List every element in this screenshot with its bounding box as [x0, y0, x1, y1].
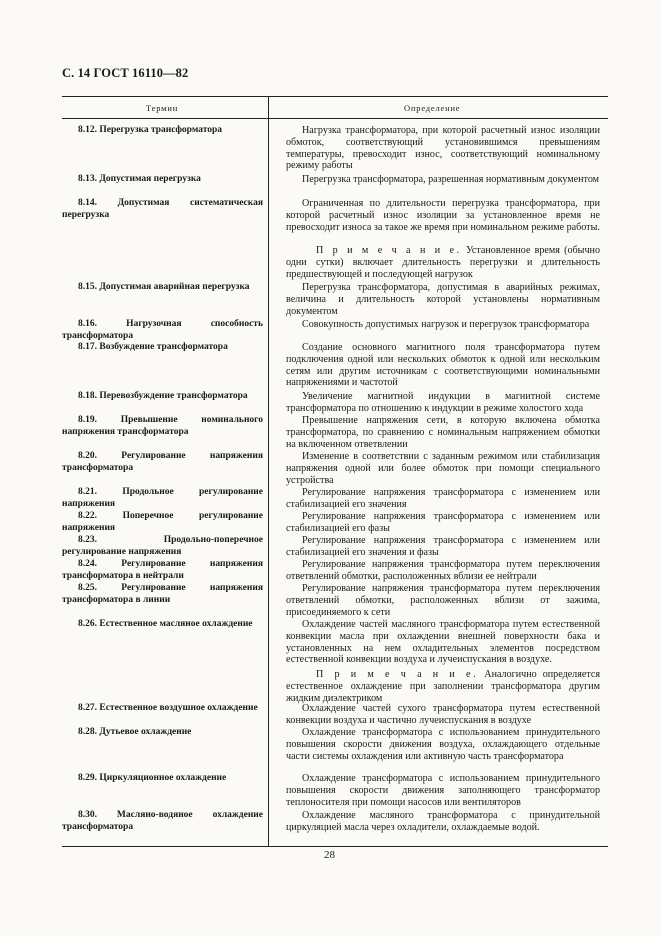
definition: Нагрузка трансформатора, при которой расчетный износ изоляции обмоток, соответствующий установившимся превышениям температуры, превосходит износ, соответствующий номинальному режиму работы: [286, 125, 600, 172]
page-header: С. 14 ГОСТ 16110—82: [62, 66, 189, 80]
definition: Перегрузка трансформатора, допустимая в аварийных режимах, величина и длительность которой установлены нормативным документом: [286, 282, 600, 317]
column-header-term: Термин: [146, 103, 179, 113]
definition: Охлаждение масляного трансформатора с принудительной циркуляцией масла через охладители, охлаждаемые водой.: [286, 810, 600, 833]
term: 8.15. Допустимая аварийная перегрузка: [78, 282, 250, 292]
definition: Охлаждение частей сухого трансформатора путем естественной конвекции воздуха и частично лучеиспускания в воздухе: [286, 703, 600, 726]
term: 8.27. Естественное воздушное охлаждение: [78, 703, 258, 713]
term: 8.13. Допустимая перегрузка: [78, 174, 201, 184]
definition: Создание основного магнитного поля трансформатора путем подключения одной или нескольких обмоток к одной или нескольким сетям или другим источникам с соответствующими номинальными напряжениями и частотой: [286, 342, 600, 389]
term: 8.17. Возбуждение трансформатора: [78, 342, 228, 352]
definition: Перегрузка трансформатора, разрешенная нормативным документом: [302, 174, 600, 185]
definition: Регулирование напряжения трансформатора путем переключения ответвлений обмотки, расположенных вблизи от зажима, присоединяемого к сети: [286, 583, 600, 618]
definition: Охлаждение трансформатора с использованием принудительного повышения скорости движения воздуха, охлаждающего отдельные части системы охлаждения или активную часть трансформатора: [286, 727, 600, 762]
term: 8.29. Циркуляционное охлаждение: [78, 773, 227, 783]
definition: Регулирование напряжения трансформатора с изменением или стабилизацией его фазы: [286, 511, 600, 534]
term: 8.25. Регулирование напряжения трансформатора в линии: [62, 583, 263, 605]
term: 8.16. Нагрузочная способность трансформатора: [62, 319, 263, 341]
definition: Ограниченная по длительности перегрузка трансформатора, при которой расчетный износ изоляции за установленное время не превосходит износа за такое же время при номинальном режиме работы.: [286, 198, 600, 233]
definition: Превышение напряжения сети, в которую включена обмотка трансформатора, по сравнению с номинальным напряжением обмотки на включенном ответвлении: [286, 415, 600, 450]
term: 8.21. Продольное регулирование напряжения: [62, 487, 263, 509]
term: 8.26. Естественное масляное охлаждение: [78, 619, 253, 629]
definition: Совокупность допустимых нагрузок и перегрузок трансформатора: [302, 319, 590, 330]
definition: Регулирование напряжения трансформатора путем переключения ответвлений обмотки, расположенных вблизи ее нейтрали: [286, 559, 600, 582]
definition: Регулирование напряжения трансформатора с изменением или стабилизацией его значения и фазы: [286, 535, 600, 558]
note-8-26: [286, 669, 600, 704]
column-divider: [268, 97, 269, 846]
term: 8.18. Перевозбуждение трансформатора: [78, 391, 248, 401]
definition: Увеличение магнитной индукции в магнитной системе трансформатора по отношению к индукции в режиме холостого хода: [286, 391, 600, 414]
column-header-definition: Определение: [404, 103, 461, 113]
term: 8.20. Регулирование напряжения трансформатора: [62, 451, 263, 473]
definition: Охлаждение трансформатора с использованием принудительного повышения скорости движения заполняющего трансформатор теплоносителя при помощи насосов или вентиляторов: [286, 773, 600, 808]
term: 8.12. Перегрузка трансформатора: [78, 125, 223, 135]
note-label: П р и м е ч а н и е.: [316, 245, 462, 256]
definition: Регулирование напряжения трансформатора с изменением или стабилизацией его значения: [286, 487, 600, 510]
definition: Изменение в соответствии с заданным режимом или стабилизация напряжения одной или более обмоток при помощи специального устройства: [286, 451, 600, 486]
term: 8.22. Поперечное регулирование напряжения: [62, 511, 263, 533]
terms-table: [62, 96, 608, 847]
note-text: Аналогично определяется естественное охлаждение при заполнении трансформатора другим жидким диэлектриком: [286, 669, 600, 704]
note-text: Установленное время (обычно одни сутки) включает длительность перегрузки и длительность предшествующей и последующей нагрузок: [286, 245, 600, 280]
definition: Охлаждение частей масляного трансформатора путем естественной конвекции масла при охлаждении внешней поверхности бака и установленных на нем охладительных элементов посредством естественной конвекции воздуха и лучеиспускания в воздухе.: [286, 619, 600, 666]
table-header: [62, 97, 608, 119]
term: 8.14. Допустимая систематическая перегрузка: [62, 198, 263, 220]
term: 8.23. Продольно-поперечное регулирование напряжения: [62, 535, 263, 557]
term: 8.24. Регулирование напряжения трансформатора в нейтрали: [62, 559, 263, 581]
note-label: П р и м е ч а н и е.: [316, 669, 479, 680]
term: 8.28. Дутьевое охлаждение: [78, 727, 192, 737]
term: 8.30. Масляно-водяное охлаждение трансформатора: [62, 810, 263, 832]
note-8-14: [286, 245, 600, 280]
page-number: 28: [324, 849, 335, 861]
term: 8.19. Превышение номинального напряжения трансформатора: [62, 415, 263, 437]
